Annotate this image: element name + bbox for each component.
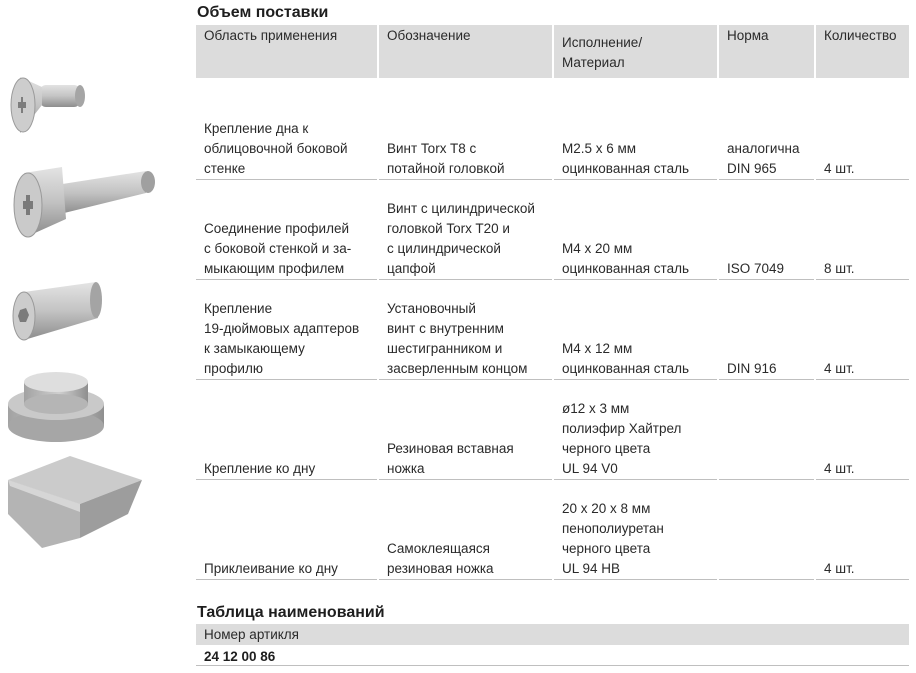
cell-line: ножка xyxy=(387,460,425,476)
cell-material xyxy=(553,479,718,579)
header-area: Область применения xyxy=(196,25,378,78)
cell-line: 19-дюймовых адаптеров xyxy=(204,320,360,336)
names-table-title: Таблица наименований xyxy=(197,604,385,621)
table-row xyxy=(196,379,909,479)
cell-qty xyxy=(815,479,909,579)
cell-line: мыкающим профилем xyxy=(204,260,345,276)
cell-line: пенополиуретан xyxy=(562,520,664,536)
cell-line: 8 шт. xyxy=(824,260,855,276)
cell-line: 4 шт. xyxy=(824,160,855,176)
header-material xyxy=(553,25,718,78)
article-number-header: Номер артикля xyxy=(196,624,909,645)
cell-area xyxy=(196,179,378,279)
cell-line: цапфой xyxy=(387,260,436,276)
cell-line: M4 x 12 мм xyxy=(562,340,633,356)
header-qty: Количество xyxy=(815,25,909,78)
cell-line: Крепление дна к xyxy=(204,120,309,136)
cell-line: облицовочной боковой xyxy=(204,140,348,156)
cell-line: профилю xyxy=(204,360,263,376)
header-norm: Норма xyxy=(718,25,815,78)
cell-line: Крепление ко дну xyxy=(204,460,316,476)
set-screw-icon xyxy=(8,278,104,344)
cell-line: 20 x 20 x 8 мм xyxy=(562,500,651,516)
cell-line: Крепление xyxy=(204,300,273,316)
cell-line: резиновая ножка xyxy=(387,560,494,576)
cell-line: M2.5 x 6 мм xyxy=(562,140,637,156)
cell-line: потайной головкой xyxy=(387,160,505,176)
cell-line: DIN 916 xyxy=(727,360,777,376)
cell-qty xyxy=(815,379,909,479)
parts-illustrations xyxy=(0,0,196,673)
cell-line: Винт с цилиндрической xyxy=(387,200,535,216)
cell-line: шестигранником и xyxy=(387,340,503,356)
table-header-row xyxy=(196,25,909,78)
cell-line: головкой Torx T20 и xyxy=(387,220,510,236)
article-number-value: 24 12 00 86 xyxy=(196,647,909,666)
cell-line: ø12 x 3 мм xyxy=(562,400,630,416)
cell-line: Соединение профилей xyxy=(204,220,350,236)
cell-line: 4 шт. xyxy=(824,360,855,376)
table-row xyxy=(196,179,909,279)
cell-line: Приклеивание ко дну xyxy=(204,560,338,576)
cell-designation xyxy=(378,479,553,579)
cell-qty xyxy=(815,279,909,379)
cell-designation xyxy=(378,279,553,379)
cell-line: оцинкованная сталь xyxy=(562,160,690,176)
cell-line: оцинкованная сталь xyxy=(562,360,690,376)
countersunk-screw-icon xyxy=(6,75,86,137)
cell-line: ISO 7049 xyxy=(727,260,785,276)
cell-norm xyxy=(718,179,815,279)
cell-line: Резиновая вставная xyxy=(387,440,514,456)
cell-line: полиэфир Хайтрел xyxy=(562,420,682,436)
cell-norm xyxy=(718,479,815,579)
cell-qty xyxy=(815,78,909,179)
header-designation: Обозначение xyxy=(378,25,553,78)
cell-line: 4 шт. xyxy=(824,560,855,576)
cylinder-head-screw-icon xyxy=(6,163,158,243)
delivery-scope-table xyxy=(196,25,909,580)
header-material-line: Исполнение/ xyxy=(562,35,643,50)
cell-line: аналогична xyxy=(727,140,800,156)
cell-area xyxy=(196,379,378,479)
cell-line: черного цвета xyxy=(562,440,651,456)
rubber-foot-icon xyxy=(6,370,106,444)
cell-material xyxy=(553,179,718,279)
cell-line: 4 шт. xyxy=(824,460,855,476)
delivery-scope-title: Объем поставки xyxy=(197,4,329,21)
cell-material xyxy=(553,78,718,179)
cell-norm xyxy=(718,78,815,179)
cell-line: черного цвета xyxy=(562,540,651,556)
cell-line: оцинкованная сталь xyxy=(562,260,690,276)
adhesive-foot-icon xyxy=(6,452,146,552)
cell-designation xyxy=(378,179,553,279)
cell-line: Самоклеящаяся xyxy=(387,540,490,556)
cell-area xyxy=(196,279,378,379)
cell-line: Винт Torx T8 с xyxy=(387,140,477,156)
header-material-line: Материал xyxy=(562,55,625,70)
table-row xyxy=(196,78,909,179)
cell-line: UL 94 V0 xyxy=(562,460,618,476)
cell-area xyxy=(196,78,378,179)
cell-material xyxy=(553,279,718,379)
cell-line: винт с внутренним xyxy=(387,320,504,336)
cell-line: Установочный xyxy=(387,300,476,316)
cell-line: DIN 965 xyxy=(727,160,777,176)
cell-material xyxy=(553,379,718,479)
cell-area xyxy=(196,479,378,579)
cell-designation xyxy=(378,379,553,479)
table-row xyxy=(196,479,909,579)
table-row xyxy=(196,279,909,379)
cell-designation xyxy=(378,78,553,179)
cell-line: стенке xyxy=(204,160,246,176)
cell-line: UL 94 HB xyxy=(562,560,621,576)
cell-qty xyxy=(815,179,909,279)
cell-line: засверленным концом xyxy=(387,360,528,376)
cell-line: M4 x 20 мм xyxy=(562,240,633,256)
cell-line: к замыкающему xyxy=(204,340,305,356)
cell-norm xyxy=(718,379,815,479)
cell-line: с боковой стенкой и за- xyxy=(204,240,352,256)
cell-line: с цилиндрической xyxy=(387,240,501,256)
cell-norm xyxy=(718,279,815,379)
